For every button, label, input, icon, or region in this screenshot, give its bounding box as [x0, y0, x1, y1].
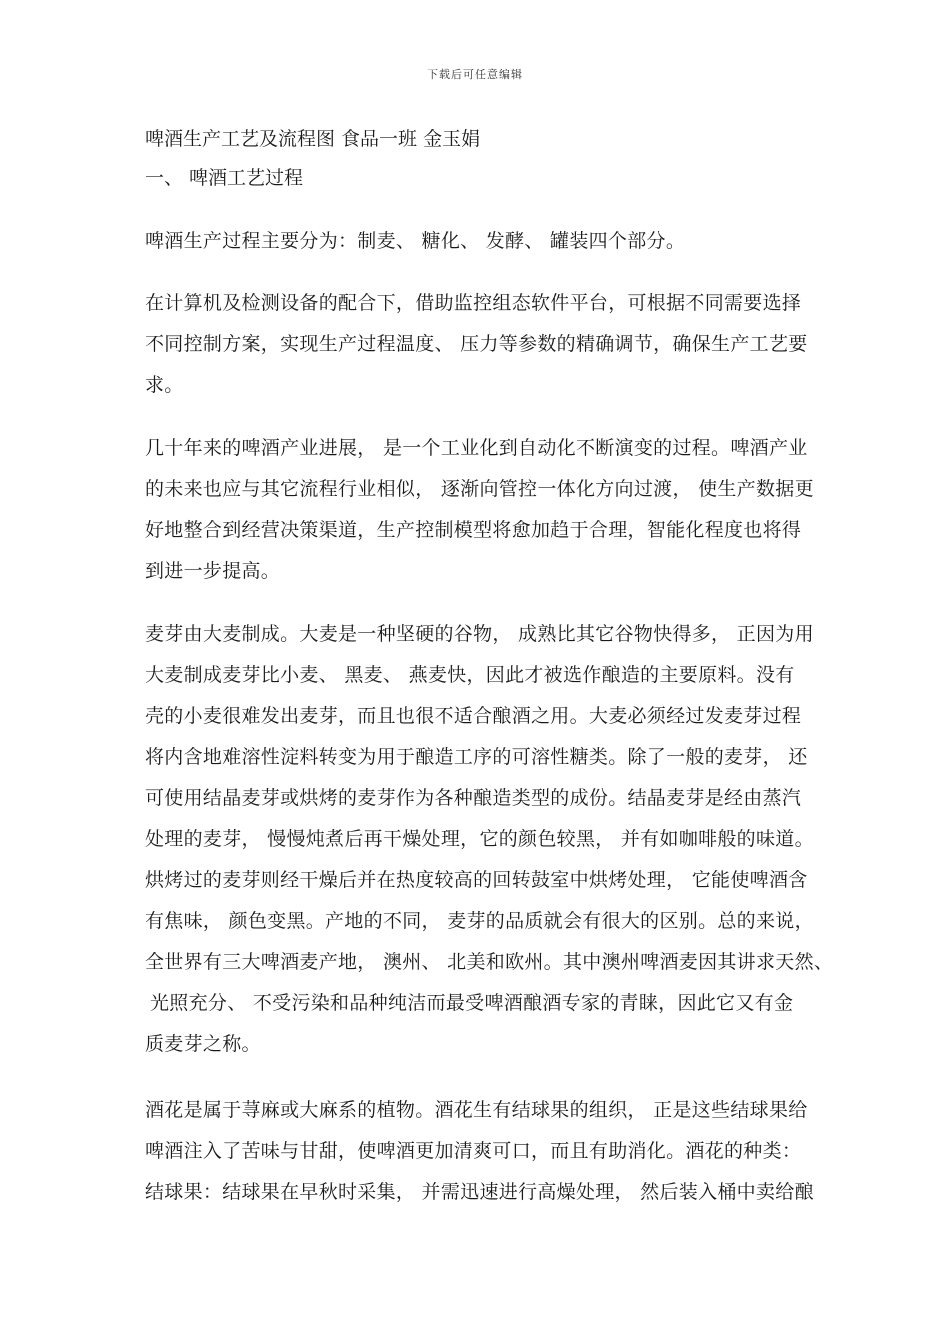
paragraph-line: 酒花是属于荨麻或大麻系的植物。酒花生有结球果的组织， 正是这些结球果给	[145, 1099, 808, 1121]
paragraph-line: 可使用结晶麦芽或烘烤的麦芽作为各种酿造类型的成份。结晶麦芽是经由蒸汽	[145, 787, 802, 809]
paragraph-line: 有焦味， 颜色变黑。产地的不同， 麦芽的品质就会有很大的区别。总的来说，	[145, 910, 814, 932]
section-heading: 一、 啤酒工艺过程	[145, 167, 304, 189]
paragraph-line: 麦芽由大麦制成。大麦是一种坚硬的谷物， 成熟比其它谷物快得多， 正因为用	[145, 623, 814, 645]
paragraph-line: 啤酒注入了苦味与甘甜，使啤酒更加清爽可口，而且有助消化。酒花的种类：	[145, 1140, 802, 1162]
paragraph-line: 处理的麦芽， 慢慢炖煮后再干燥处理，它的颜色较黑， 并有如咖啡般的味道。	[145, 828, 814, 850]
paragraph-line: 好地整合到经营决策渠道，生产控制模型将愈加趋于合理，智能化程度也将得	[145, 519, 802, 541]
paragraph-line: 到进一步提高。	[145, 560, 281, 582]
paragraph-line: 全世界有三大啤酒麦产地， 澳州、 北美和欧州。其中澳州啤酒麦因其讲求天然、	[145, 951, 834, 973]
paragraph-line: 质麦芽之称。	[145, 1033, 261, 1055]
page-header: 下载后可任意编辑	[427, 68, 523, 81]
paragraph-line: 在计算机及检测设备的配合下，借助监控组态软件平台，可根据不同需要选择	[145, 292, 802, 314]
paragraph-line: 啤酒生产过程主要分为：制麦、 糖化、 发酵、 罐装四个部分。	[145, 230, 686, 252]
paragraph-line: 将内含地难溶性淀料转变为用于酿造工序的可溶性糖类。除了一般的麦芽， 还	[145, 746, 808, 768]
document-title: 啤酒生产工艺及流程图 食品一班 金玉娟	[145, 128, 481, 150]
paragraph-line: 大麦制成麦芽比小麦、 黑麦、 燕麦快，因此才被选作酿造的主要原料。没有	[145, 664, 795, 686]
paragraph-line: 结球果：结球果在早秋时采集， 并需迅速进行高燥处理， 然后装入桶中卖给酿	[145, 1181, 814, 1203]
paragraph-line: 壳的小麦很难发出麦芽，而且也很不适合酿酒之用。大麦必须经过发麦芽过程	[145, 705, 802, 727]
paragraph-line: 光照充分、 不受污染和品种纯洁而最受啤酒酿酒专家的青睐，因此它又有金	[150, 992, 794, 1014]
paragraph-line: 求。	[145, 374, 184, 396]
paragraph-line: 不同控制方案，实现生产过程温度、 压力等参数的精确调节，确保生产工艺要	[145, 333, 808, 355]
paragraph-line: 的未来也应与其它流程行业相似， 逐渐向管控一体化方向过渡， 使生产数据更	[145, 478, 814, 500]
paragraph-line: 烘烤过的麦芽则经干燥后并在热度较高的回转鼓室中烘烤处理， 它能使啤酒含	[145, 869, 808, 891]
paragraph-line: 几十年来的啤酒产业进展， 是一个工业化到自动化不断演变的过程。啤酒产业	[145, 437, 808, 459]
